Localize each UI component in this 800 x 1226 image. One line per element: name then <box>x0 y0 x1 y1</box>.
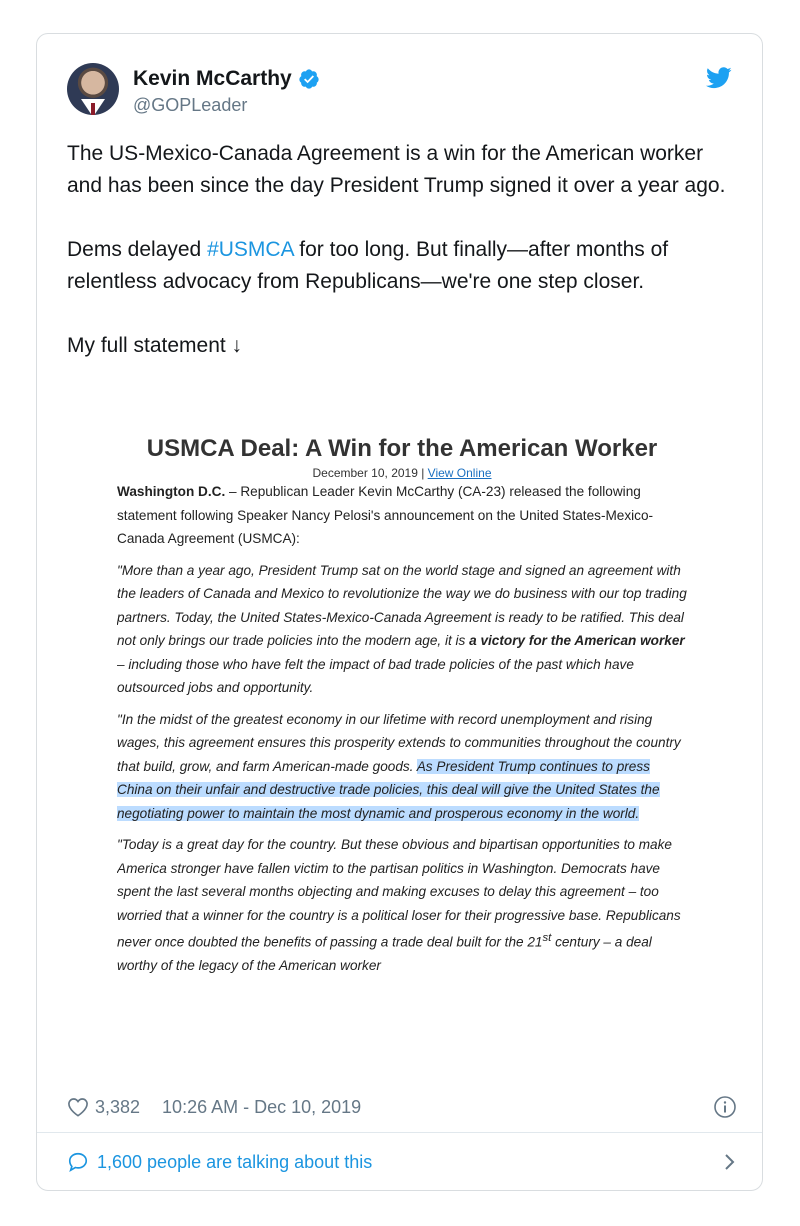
divider <box>37 1132 762 1133</box>
tweet-meta-row <box>67 1092 737 1122</box>
conversation-link[interactable] <box>67 1146 737 1178</box>
verified-badge-icon <box>298 68 320 90</box>
info-icon[interactable] <box>713 1095 737 1119</box>
heart-icon[interactable] <box>67 1097 89 1117</box>
tweet-card <box>36 33 763 1191</box>
avatar[interactable] <box>67 63 119 115</box>
statement-quote-3 <box>117 833 687 978</box>
quote-segment: century – a deal worthy of the legacy of the American worker <box>117 934 652 974</box>
quote-superscript: st <box>542 932 552 944</box>
tweet-text <box>67 138 737 394</box>
statement-title: USMCA Deal: A Win for the American Worker <box>146 435 658 462</box>
talking-count-text[interactable]: 1,600 people are talking about this <box>97 1151 373 1172</box>
comment-bubble-icon <box>67 1151 89 1173</box>
quote-segment: "More than a year ago, President Trump sat on the world stage and signed an agreement with the leaders of Canada and Mexico to revolutionize the way we do business with our top trading partners. Today, the United States-Mexico-Canada Agreement is ready to be ratified. This deal not only brings our trade policies into the modern age, it is <box>117 562 687 648</box>
statement-quote-2 <box>117 708 687 826</box>
quote-segment: – including those who have felt the impact of bad trade policies of the past which have outsourced jobs and opportunity. <box>117 656 634 695</box>
statement-quote-1 <box>117 559 687 700</box>
like-count[interactable]: 3,382 <box>95 1096 141 1117</box>
tweet-timestamp[interactable]: 10:26 AM - Dec 10, 2019 <box>162 1096 362 1117</box>
quote-segment: "In the midst of the greatest economy in our lifetime with record unemployment and rising wages, this agreement ensures this prosperity extends to communities throughout the country that build, grow, and farm American-made goods. <box>117 711 681 774</box>
chevron-right-icon[interactable] <box>723 1152 737 1172</box>
quote-bold-segment: a victory for the American worker <box>469 633 685 648</box>
statement-date-text: December 10, 2019 | <box>312 466 428 480</box>
author-handle[interactable]: @GOPLeader <box>133 95 248 115</box>
statement-dateline: Washington D.C. <box>117 484 226 499</box>
highlighted-text: As President Trump continues to press China on their unfair and destructive trade policies, this deal will give the United States the negotiating power to maintain the most dynamic and prosperous economy in the world. <box>117 758 660 821</box>
quote-segment: "Today is a great day for the country. But these obvious and bipartisan opportunities to make America stronger have fallen victim to the partisan politics in Washington. Democrats have spent the last several months objecting and making excuses to delay this agreement – too worried that a winner for the country is a political loser for their progressive base. Republicans never once doubted the benefits of passing a trade deal built for the 21 <box>117 837 681 950</box>
attached-statement-image[interactable] <box>117 434 687 1074</box>
statement-intro-text: – Republican Leader Kevin McCarthy (CA-23) released the following statement following Speaker Nancy Pelosi's announcement on the United States-Mexico-Canada Agreement (USMCA): <box>117 484 654 546</box>
tweet-paragraph-1: The US-Mexico-Canada Agreement is a win for the American worker and has been since the day President Trump signed it over a year ago. <box>67 142 726 197</box>
twitter-bird-icon[interactable] <box>706 67 732 89</box>
statement-intro <box>117 480 687 551</box>
avatar-tie <box>91 103 95 115</box>
hashtag-link[interactable]: #USMCA <box>207 238 294 261</box>
tweet-text-segment: for too long. But finally—after months of relentless advocacy from Republicans—we're one step closer. <box>67 238 669 293</box>
author-name[interactable]: Kevin McCarthy <box>133 67 292 90</box>
tweet-paragraph-3: My full statement ↓ <box>67 334 243 357</box>
view-online-link[interactable]: View Online <box>427 466 492 480</box>
author-row <box>133 67 320 91</box>
tweet-text-segment: Dems delayed <box>67 238 208 261</box>
tweet-paragraph-2 <box>67 234 737 298</box>
statement-date <box>117 466 687 480</box>
